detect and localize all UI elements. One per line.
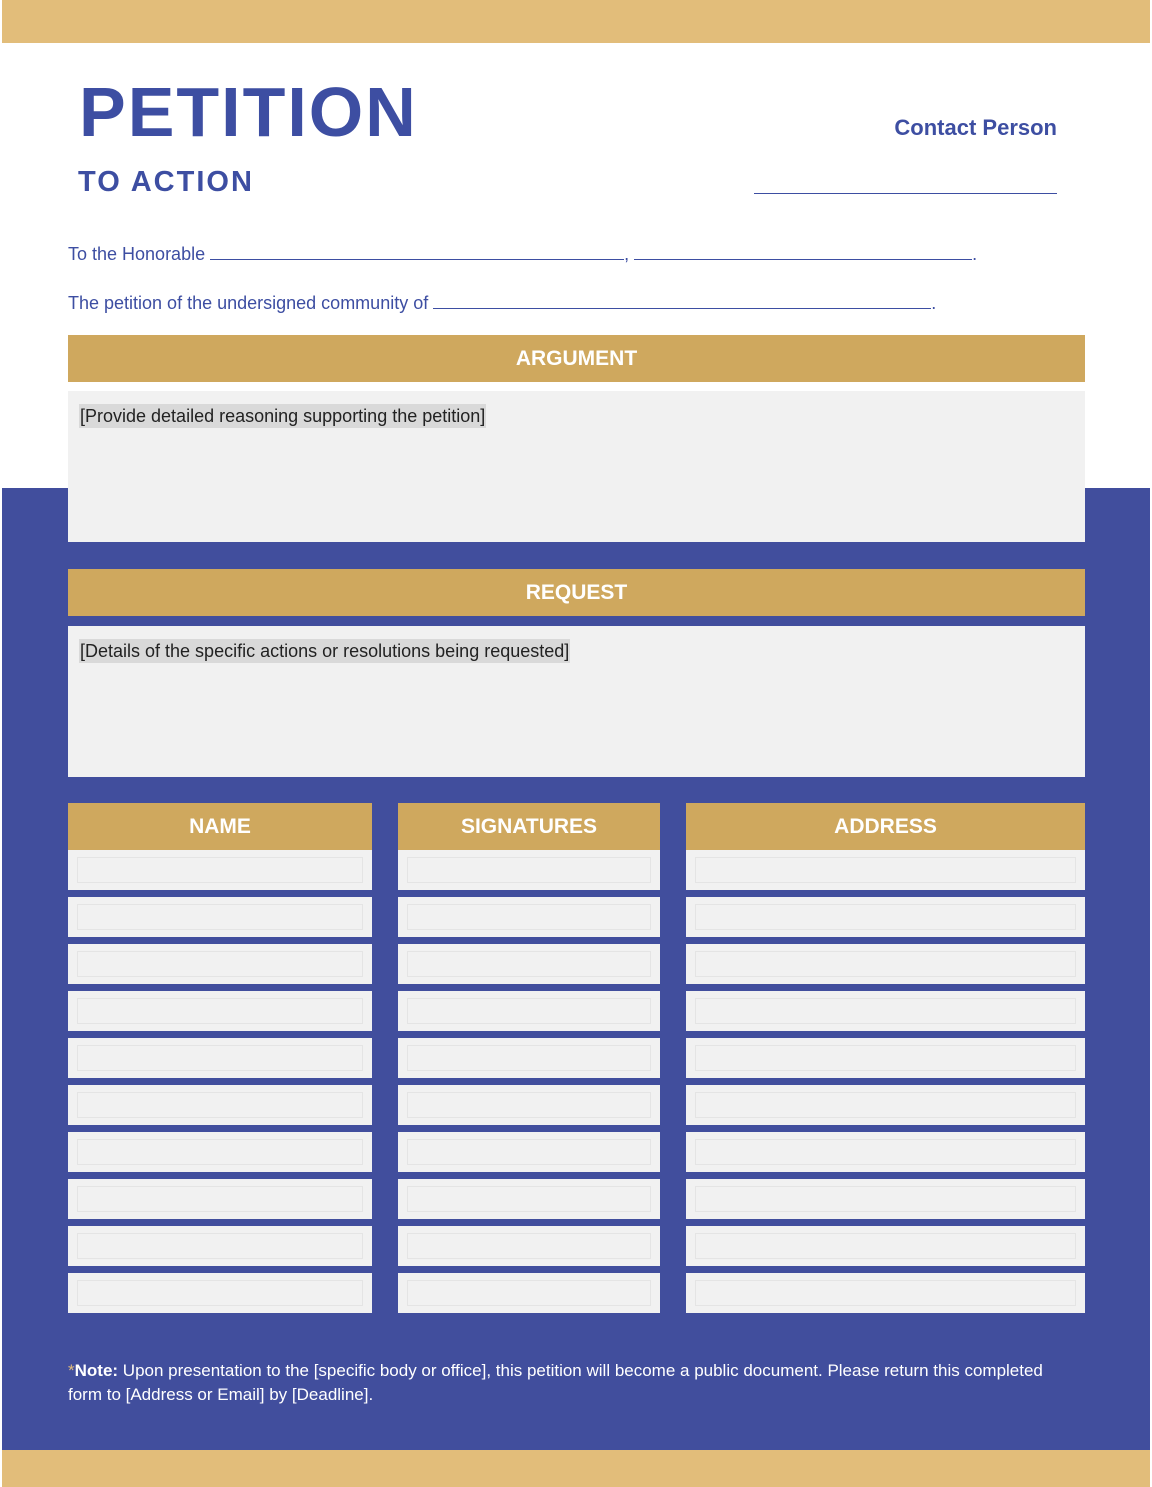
note-asterisk: *	[68, 1361, 75, 1380]
address-cell[interactable]	[686, 991, 1085, 1031]
address-column	[686, 803, 1085, 1313]
address-cell[interactable]	[686, 1038, 1085, 1078]
signature-cell[interactable]	[398, 1038, 660, 1078]
signature-cell[interactable]	[398, 1179, 660, 1219]
argument-placeholder: [Provide detailed reasoning supporting the petition]	[80, 406, 486, 426]
note-label: Note:	[74, 1361, 119, 1380]
honorable-label: To the Honorable	[68, 244, 206, 264]
address-cell[interactable]	[686, 1132, 1085, 1172]
name-cell[interactable]	[68, 1226, 372, 1266]
page-subtitle: TO ACTION	[78, 166, 254, 198]
honorable-line	[68, 242, 977, 266]
period-separator: .	[931, 293, 937, 313]
top-decorative-band	[2, 0, 1150, 43]
contact-person-label: Contact Person	[894, 115, 1057, 140]
address-cell[interactable]	[686, 1179, 1085, 1219]
name-cell[interactable]	[68, 944, 372, 984]
argument-text-box[interactable]	[68, 391, 1085, 542]
note-body: Upon presentation to the [specific body or office], this petition will become a public document. Please return this completed form to [Address or Email] by [Deadline].	[68, 1361, 1043, 1404]
argument-heading: ARGUMENT	[68, 335, 1085, 382]
page-title: PETITION	[79, 73, 418, 151]
signatures-column	[398, 803, 660, 1313]
address-cell[interactable]	[686, 1085, 1085, 1125]
name-column	[68, 803, 372, 1313]
name-cell[interactable]	[68, 1085, 372, 1125]
address-cell[interactable]	[686, 897, 1085, 937]
signature-cell[interactable]	[398, 1085, 660, 1125]
signature-cell[interactable]	[398, 944, 660, 984]
address-cell[interactable]	[686, 944, 1085, 984]
period-separator: .	[972, 244, 978, 264]
address-cell[interactable]	[686, 850, 1085, 890]
address-cell[interactable]	[686, 1273, 1085, 1313]
name-cell[interactable]	[68, 1038, 372, 1078]
community-line	[68, 291, 936, 315]
signature-cell[interactable]	[398, 850, 660, 890]
name-cell[interactable]	[68, 1273, 372, 1313]
name-cell[interactable]	[68, 897, 372, 937]
signature-cell[interactable]	[398, 991, 660, 1031]
request-placeholder: [Details of the specific actions or resolutions being requested]	[80, 641, 570, 661]
name-cell[interactable]	[68, 1179, 372, 1219]
name-cell[interactable]	[68, 850, 372, 890]
address-cell[interactable]	[686, 1226, 1085, 1266]
address-column-header: ADDRESS	[686, 803, 1085, 850]
request-heading: REQUEST	[68, 569, 1085, 616]
signature-cell[interactable]	[398, 897, 660, 937]
signature-cell[interactable]	[398, 1273, 660, 1313]
signature-cell[interactable]	[398, 1226, 660, 1266]
name-column-header: NAME	[68, 803, 372, 850]
signature-cell[interactable]	[398, 1132, 660, 1172]
request-text-box[interactable]	[68, 626, 1085, 777]
contact-person-field[interactable]	[754, 193, 1057, 194]
name-cell[interactable]	[68, 991, 372, 1031]
name-cell[interactable]	[68, 1132, 372, 1172]
honorable-title-field[interactable]	[634, 242, 972, 260]
community-label: The petition of the undersigned community of	[68, 293, 429, 313]
bottom-decorative-band	[2, 1450, 1150, 1487]
note-text	[68, 1359, 1068, 1407]
honorable-name-field[interactable]	[210, 242, 624, 260]
community-name-field[interactable]	[433, 291, 931, 309]
signatures-column-header: SIGNATURES	[398, 803, 660, 850]
comma-separator: ,	[624, 244, 630, 264]
